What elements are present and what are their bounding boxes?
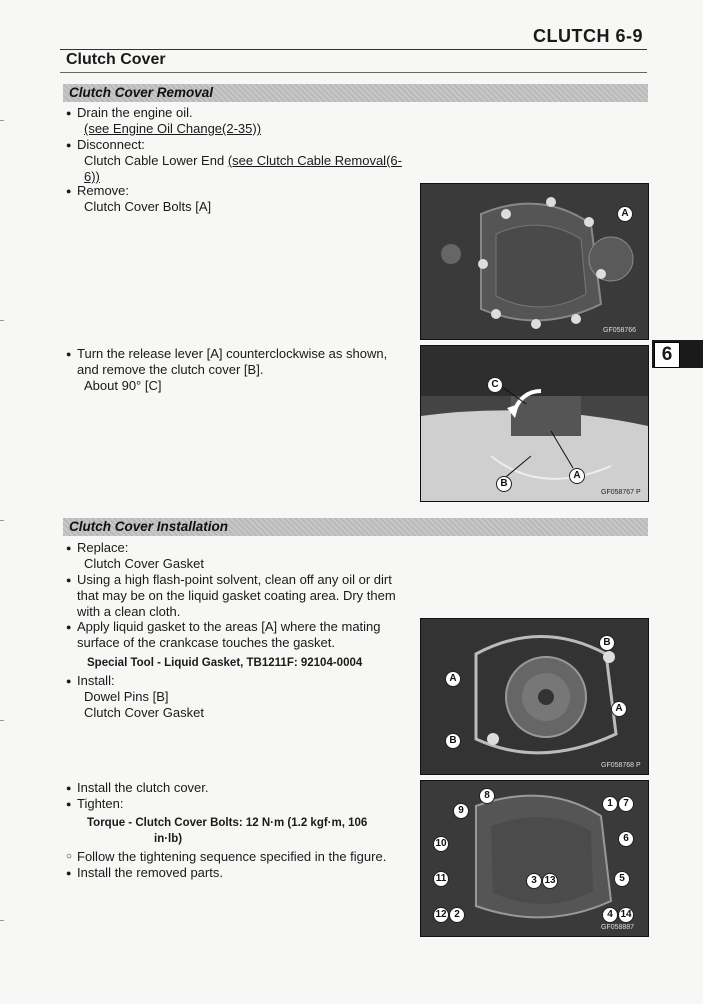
about-90-note: About 90° [C] xyxy=(84,378,162,393)
fig3-callout-b-bottom: B xyxy=(445,733,461,749)
header-rule xyxy=(60,49,647,50)
figure-release-lever xyxy=(420,345,649,502)
install-clean-c: with a clean cloth. xyxy=(77,604,181,619)
install-removed-parts-text: Install the removed parts. xyxy=(77,865,223,880)
clutch-cable-lower-end: Clutch Cable Lower End xyxy=(84,153,225,168)
install-step-sequence xyxy=(66,849,411,865)
torque-spec-line-a: Torque - Clutch Cover Bolts: 12 N·m (1.2 kgf·m, 106 xyxy=(87,817,368,829)
section-title: Clutch Cover xyxy=(66,51,166,68)
fig2-callout-b: B xyxy=(496,476,512,492)
install-install-text: Install: xyxy=(77,673,115,688)
fig4-callout-9: 9 xyxy=(453,803,469,819)
removal-banner: Clutch Cover Removal xyxy=(63,84,648,102)
figure-2-drawing xyxy=(421,346,648,501)
fig4-callout-8: 8 xyxy=(479,788,495,804)
clutch-cover-bolts: Clutch Cover Bolts [A] xyxy=(84,199,212,214)
torque-spec xyxy=(87,815,397,847)
binding-tick xyxy=(0,520,4,521)
install-clean-a: Using a high flash-point solvent, clean off any oil or dirt xyxy=(77,572,392,587)
installation-banner: Clutch Cover Installation xyxy=(63,518,648,536)
install-step-replace xyxy=(66,540,411,572)
fig4-callout-14: 14 xyxy=(618,907,634,923)
fig1-callout-a: A xyxy=(617,206,633,222)
removal-step-disconnect-text: Disconnect: xyxy=(77,137,145,152)
turn-lever-text-b: and remove the clutch cover [B]. xyxy=(77,362,264,377)
install-replace-text: Replace: xyxy=(77,540,129,555)
special-tool-note: Special Tool - Liquid Gasket, TB1211F: 92104-0004 xyxy=(87,657,363,669)
install-clean-b: that may be on the liquid gasket coating area. Dry them xyxy=(77,588,396,603)
removal-step-drain xyxy=(66,105,411,137)
fig2-code: GF058767 P xyxy=(601,489,641,496)
fig4-callout-12: 12 xyxy=(433,907,449,923)
torque-spec-line-b: in·lb) xyxy=(154,833,183,845)
fig4-callout-13: 13 xyxy=(542,873,558,889)
fig4-callout-4: 4 xyxy=(602,907,618,923)
clutch-cable-removal-link[interactable]: (see Clutch Cable Removal(6- xyxy=(227,153,402,168)
install-tighten-text: Tighten: xyxy=(77,796,124,811)
install-step-clean xyxy=(66,572,411,620)
install-apply-b: surface of the crankcase touches the gasket. xyxy=(77,635,335,650)
binding-tick xyxy=(0,320,4,321)
clutch-cable-removal-link-cont[interactable]: 6)) xyxy=(84,169,100,184)
install-step-apply-gasket xyxy=(66,619,411,651)
fig2-callout-c: C xyxy=(487,377,503,393)
page-header-title: CLUTCH 6-9 xyxy=(532,26,643,46)
fig3-code: GF058768 P xyxy=(601,762,641,769)
install-cover-text: Install the clutch cover. xyxy=(77,780,209,795)
fig4-callout-6: 6 xyxy=(618,831,634,847)
figure-tightening-sequence xyxy=(420,780,649,937)
install-replace-gasket: Clutch Cover Gasket xyxy=(84,556,204,571)
fig1-code: GF058766 xyxy=(603,327,637,334)
install-cover-gasket: Clutch Cover Gasket xyxy=(84,705,204,720)
fig4-callout-10: 10 xyxy=(433,836,449,852)
removal-step-remove-text: Remove: xyxy=(77,183,130,198)
install-step-removed-parts xyxy=(66,865,411,881)
fig3-callout-a-left: A xyxy=(445,671,461,687)
fig4-callout-3: 3 xyxy=(526,873,542,889)
fig3-callout-a-right: A xyxy=(611,701,627,717)
turn-lever-text-a: Turn the release lever [A] counterclockwise as shown, xyxy=(77,346,388,361)
binding-tick xyxy=(0,920,4,921)
install-sequence-text: Follow the tightening sequence specified in the figure. xyxy=(77,849,387,864)
figure-1-drawing xyxy=(421,184,648,339)
install-step-tighten xyxy=(66,796,411,812)
install-step-install-cover xyxy=(66,780,411,796)
removal-step-turn-lever xyxy=(66,346,406,394)
fig4-callout-7: 7 xyxy=(618,796,634,812)
figure-gasket-areas xyxy=(420,618,649,775)
fig4-code: GF058887 xyxy=(601,924,635,931)
removal-step-disconnect xyxy=(66,137,411,185)
install-apply-a: Apply liquid gasket to the areas [A] where the mating xyxy=(77,619,381,634)
install-dowel-pins: Dowel Pins [B] xyxy=(84,689,169,704)
figure-clutch-cover-bolts xyxy=(420,183,649,340)
fig4-callout-5: 5 xyxy=(614,871,630,887)
binding-tick xyxy=(0,120,4,121)
binding-tick xyxy=(0,720,4,721)
chapter-tab-number: 6 xyxy=(654,342,680,368)
fig2-callout-a: A xyxy=(569,468,585,484)
fig3-callout-b-top: B xyxy=(599,635,615,651)
engine-oil-change-link[interactable]: (see Engine Oil Change(2-35)) xyxy=(84,121,262,136)
removal-step-remove xyxy=(66,183,411,215)
install-step-install-pins xyxy=(66,673,411,721)
section-underline xyxy=(60,72,647,73)
fig4-callout-2: 2 xyxy=(449,907,465,923)
fig4-callout-1: 1 xyxy=(602,796,618,812)
fig4-callout-11: 11 xyxy=(433,871,449,887)
removal-step-drain-text: Drain the engine oil. xyxy=(77,105,193,120)
